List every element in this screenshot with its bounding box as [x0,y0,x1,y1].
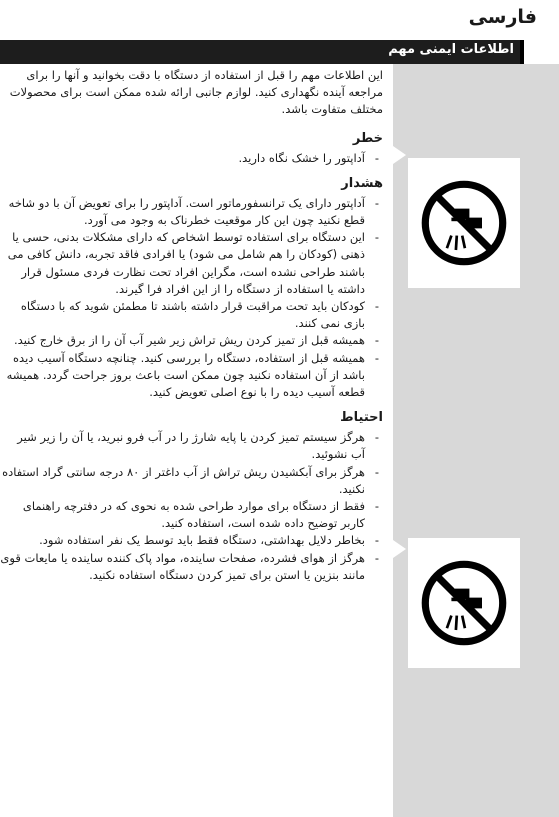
danger-heading: خطر [352,130,383,146]
caution-list [0,429,383,584]
warning-list [0,195,383,401]
list-item: - همیشه قبل از تمیز کردن ریش تراش زیر شیر آب آن را از برق خارج کنید. [14,333,379,348]
list-item: - هرگز سیستم تمیز کردن یا پایه شارژ را در آب فرو نبرید، یا آن را زیر شیر آب نشوئید. [17,430,379,462]
no-water-tap-icon [419,178,509,268]
list-item: - هرگز از هوای فشرده، صفحات ساینده، مواد پاک کننده ساینده یا مایعات قوی مانند بنزین یا استن برای تمیز کردن دستگاه استفاده نکنید. [0,550,379,582]
caution-heading: احتیاط [340,410,383,426]
caution-icon-box [408,538,520,668]
main-text [0,67,383,588]
banner-title: اطلاعات ایمنی مهم [388,42,514,57]
danger-list [0,150,383,167]
no-water-tap-icon [419,558,509,648]
section-banner [0,40,524,64]
list-item: - آداپتور دارای یک ترانسفورماتور است. آداپتور را برای تعویض آن با دو شاخه قطع نکنید چون این کار موقعیت خطرناک به وجود می آورد. [8,195,379,228]
list-item: - این دستگاه برای استفاده توسط اشخاص که دارای مشکلات بدنی، حسی یا ذهنی (کودکان را هم شامل می شود) یا افرادی فاقد تجربه، دانش کافی می باشند طراحی نشده است، مگراین افراد تحت نظارت فردی مسئول قرار داشته یا استفاده از دستگاه را از این افراد فرا گیرند. [7,230,379,296]
list-item: - هرگز برای آبکشیدن ریش تراش از آب داغتر از ۸۰ درجه سانتی گراد استفاده نکنید. [2,464,379,496]
list-item: - فقط از دستگاه برای موارد طراحی شده به نحوی که در دفترچه راهنمای کاربر توضیح داده شده است، استفاده کنید. [22,499,379,531]
list-item: - کودکان باید تحت مراقبت قرار داشته باشند تا مطمئن شوید که با دستگاه بازی نمی کنند. [20,299,379,331]
list-item: - آداپتور را خشک نگاه دارید. [238,150,379,165]
list-item: - بخاطر دلایل بهداشتی، دستگاه فقط باید توسط یک نفر استفاده شود. [39,533,379,548]
danger-icon-box [408,158,520,288]
warning-heading: هشدار [341,175,383,191]
intro-paragraph: این اطلاعات مهم را قبل از استفاده از دستگاه با دقت بخوانید و آنها را برای مراجعه آینده نگهداری کنید. لوازم جانبی ارائه شده ممکن است برای محصولات مختلف متفاوت باشد. [9,68,383,117]
danger-pointer [393,146,406,164]
list-item: - همیشه قبل از استفاده، دستگاه را بررسی کنید. چنانچه دستگاه آسیب دیده باشد از آن استفاده نکنید چون ممکن است باعث بروز جراحت گردد. همیشه قطعه آسیب دیده را با نوع اصلی تعویض کنید. [6,350,379,400]
caution-pointer [393,540,406,558]
language-title: فارسی [468,6,537,28]
